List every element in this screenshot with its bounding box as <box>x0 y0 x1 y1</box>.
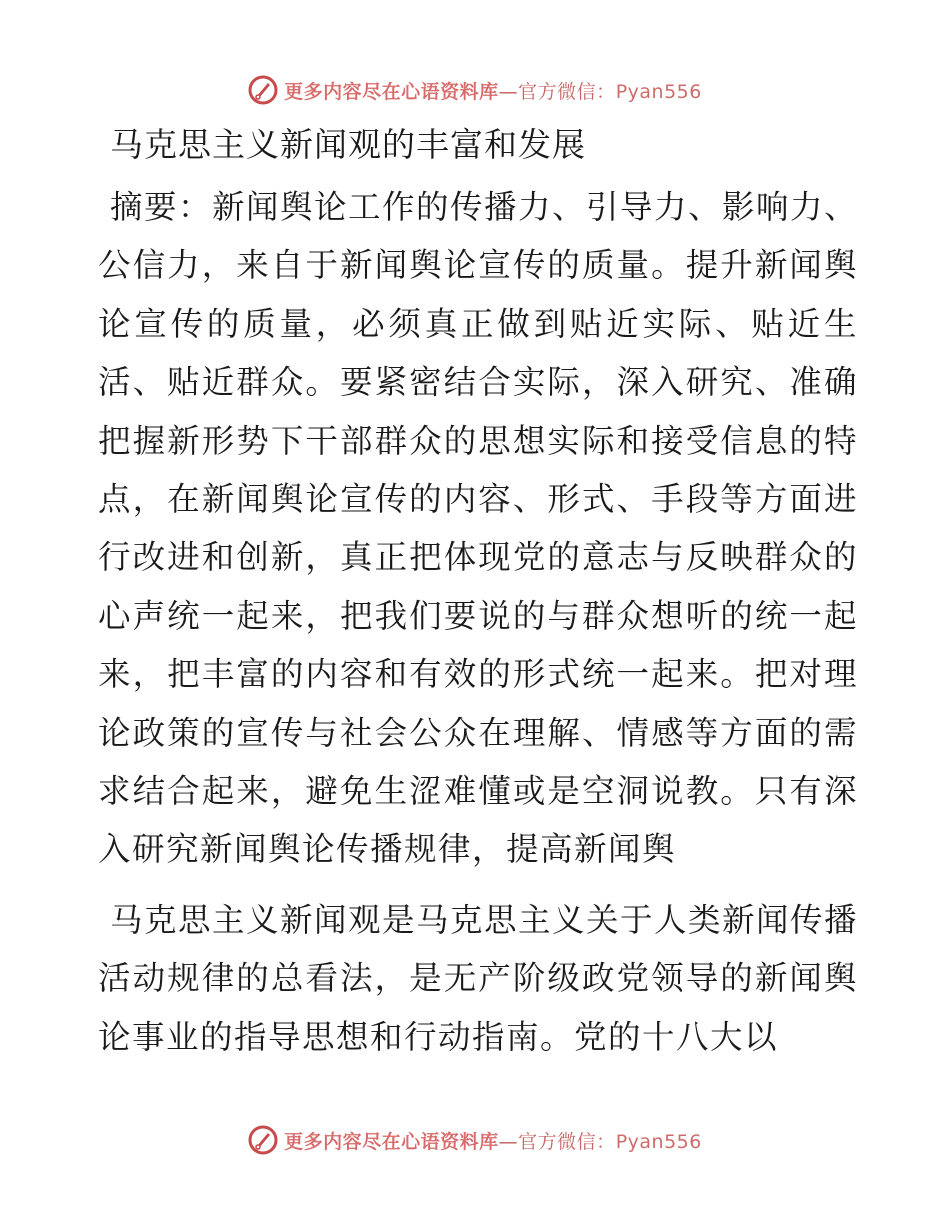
watermark-text <box>284 1127 702 1154</box>
body-paragraph: 马克思主义新闻观是马克思主义关于人类新闻传播活动规律的总看法，是无产阶级政党领导的新闻舆论事业的指导思想和行动指南。党的十八大以 <box>98 900 859 1056</box>
document-title: 马克思主义新闻观的丰富和发展 <box>110 125 586 164</box>
quill-logo-icon <box>248 75 278 105</box>
watermark-text <box>284 77 702 104</box>
watermark-wechat-id: Pyan556 <box>615 1130 702 1153</box>
quill-logo-icon <box>248 1125 278 1155</box>
watermark-wechat-id: Pyan556 <box>615 80 702 103</box>
footer-watermark <box>0 1120 950 1160</box>
document-body <box>98 120 858 1066</box>
watermark-wechat-label: 官方微信： <box>518 80 616 103</box>
watermark-separator: — <box>498 1130 519 1153</box>
abstract-paragraph: 摘要：新闻舆论工作的传播力、引导力、影响力、公信力，来自于新闻舆论宣传的质量。提升新闻舆论宣传的质量，必须真正做到贴近实际、贴近生活、贴近群众。要紧密结合实际，深入研究、准确把握新形势下干部群众的思想实际和接受信息的特点，在新闻舆论宣传的内容、形式、手段等方面进行改进和创新，真正把体现党的意志与反映群众的心声统一起来，把我们要说的与群众想听的统一起来，把丰富的内容和有效的形式统一起来。把对理论政策的宣传与社会公众在理解、情感等方面的需求结合起来，避免生涩难懂或是空洞说教。只有深入研究新闻舆论传播规律，提高新闻舆 <box>98 188 859 869</box>
header-watermark <box>0 70 950 110</box>
watermark-separator: — <box>498 80 519 103</box>
watermark-site-text: 更多内容尽在心语资料库 <box>284 1130 499 1153</box>
watermark-site-text: 更多内容尽在心语资料库 <box>284 80 499 103</box>
watermark-wechat-label: 官方微信： <box>518 1130 616 1153</box>
